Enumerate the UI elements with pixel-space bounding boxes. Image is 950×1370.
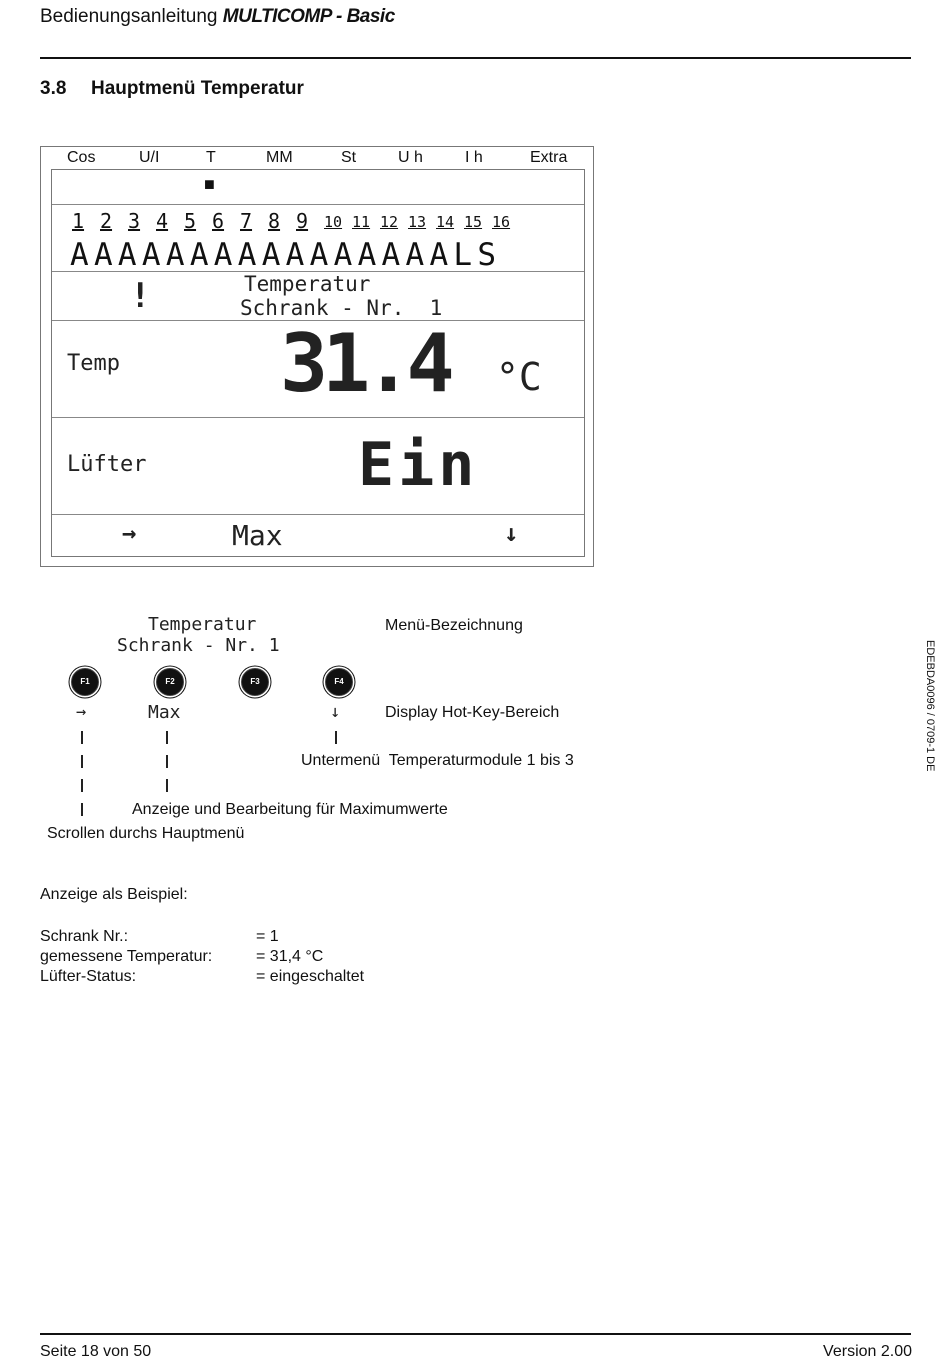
header-brand: MULTICOMP - Basic (222, 6, 395, 27)
module-number: 13 (408, 213, 427, 231)
module-status-row (52, 205, 584, 272)
header-rule (40, 57, 911, 59)
example-label: Schrank Nr.: (40, 928, 129, 945)
footer-rule (40, 1333, 911, 1335)
module-number: 14 (436, 213, 455, 231)
menu-title-row (52, 272, 584, 321)
document-header (40, 6, 395, 28)
lcd-screen (51, 169, 585, 557)
legend-hotkey-f2: Max (148, 702, 181, 723)
module-number: 1 (72, 209, 85, 233)
legend-menu-title-line1: Temperatur (148, 614, 257, 635)
example-label: Lüfter-Status: (40, 968, 137, 985)
lcd-display (40, 146, 594, 567)
temp-label: Temp (67, 351, 120, 376)
example-heading: Anzeige als Beispiel: (40, 886, 188, 903)
document-code: EDEBDA0096 / 0709-1 DE (924, 640, 936, 772)
tab-t: T (206, 149, 216, 166)
fan-row (52, 418, 584, 515)
connector-f4 (335, 731, 337, 744)
connector-f1 (81, 803, 83, 816)
legend-menu-title-desc: Menü-Bezeichnung (385, 617, 523, 634)
f4-key-icon[interactable]: F4 (325, 668, 353, 696)
tab-ih: I h (465, 149, 483, 166)
connector-f1 (81, 731, 83, 744)
connector-f2 (166, 755, 168, 768)
fan-value: Ein (358, 430, 479, 500)
example-value: = 31,4 °C (256, 948, 324, 965)
connector-f2 (166, 731, 168, 744)
connector-f1 (81, 755, 83, 768)
section-title (40, 78, 304, 100)
hotkey-row (52, 515, 584, 556)
example-label: gemessene Temperatur: (40, 948, 213, 965)
f2-key-icon[interactable]: F2 (156, 668, 184, 696)
legend-menu-title-line2: Schrank - Nr. 1 (117, 635, 280, 656)
legend-hotkey-desc: Display Hot-Key-Bereich (385, 704, 560, 721)
legend-hotkey-f1: → (76, 702, 87, 722)
section-heading: Hauptmenü Temperatur (91, 78, 304, 99)
module-number: 8 (268, 209, 281, 233)
legend-f2-desc: Anzeige und Bearbeitung für Maximumwerte (132, 801, 448, 818)
module-states: AAAAAAAAAAAAAAAALS (70, 237, 502, 273)
temperature-row (52, 317, 584, 418)
lcd-hotkey-f1[interactable]: → (122, 519, 137, 547)
tab-marker-row (52, 170, 584, 205)
module-number: 9 (296, 209, 309, 233)
lcd-hotkey-f4[interactable]: ↓ (504, 519, 519, 547)
tab-mm: MM (266, 149, 293, 166)
lcd-hotkey-f2[interactable]: Max (232, 519, 283, 552)
active-tab-marker: ■ (204, 174, 215, 194)
legend-hotkey-f4: ↓ (330, 702, 341, 722)
tab-st: St (341, 149, 357, 166)
tab-uh: U h (398, 149, 423, 166)
legend-f1-desc: Scrollen durchs Hauptmenü (47, 825, 245, 842)
module-number: 11 (352, 213, 371, 231)
alert-symbol: ! (130, 276, 151, 316)
section-number: 3.8 (40, 78, 67, 99)
example-value: = eingeschaltet (256, 968, 365, 985)
fan-label: Lüfter (67, 452, 147, 477)
module-number: 10 (324, 213, 343, 231)
module-number: 12 (380, 213, 399, 231)
module-number: 2 (100, 209, 113, 233)
version-label: Version 2.00 (823, 1343, 912, 1360)
page-number: Seite 18 von 50 (40, 1343, 152, 1360)
module-number: 15 (464, 213, 483, 231)
lcd-menu-title-line2: Schrank - Nr. 1 (240, 296, 443, 320)
module-number: 6 (212, 209, 225, 233)
module-number: 4 (156, 209, 169, 233)
connector-f1 (81, 779, 83, 792)
lcd-menu-title-line1: Temperatur (244, 272, 371, 296)
f3-key-icon[interactable]: F3 (241, 668, 269, 696)
module-number: 16 (492, 213, 511, 231)
module-number: 3 (128, 209, 141, 233)
tab-extra: Extra (530, 149, 568, 166)
tab-cos: Cos (67, 149, 96, 166)
module-number: 5 (184, 209, 197, 233)
legend-f4-desc: Untermenü Temperaturmodule 1 bis 3 (301, 752, 574, 769)
temp-unit: °C (496, 355, 542, 399)
example-value: = 1 (256, 928, 279, 945)
f1-key-icon[interactable]: F1 (71, 668, 99, 696)
header-prefix: Bedienungsanleitung (40, 6, 223, 27)
module-number: 7 (240, 209, 253, 233)
tab-ui: U/I (139, 149, 160, 166)
connector-f2 (166, 779, 168, 792)
temp-value: 31.4 (280, 317, 449, 410)
